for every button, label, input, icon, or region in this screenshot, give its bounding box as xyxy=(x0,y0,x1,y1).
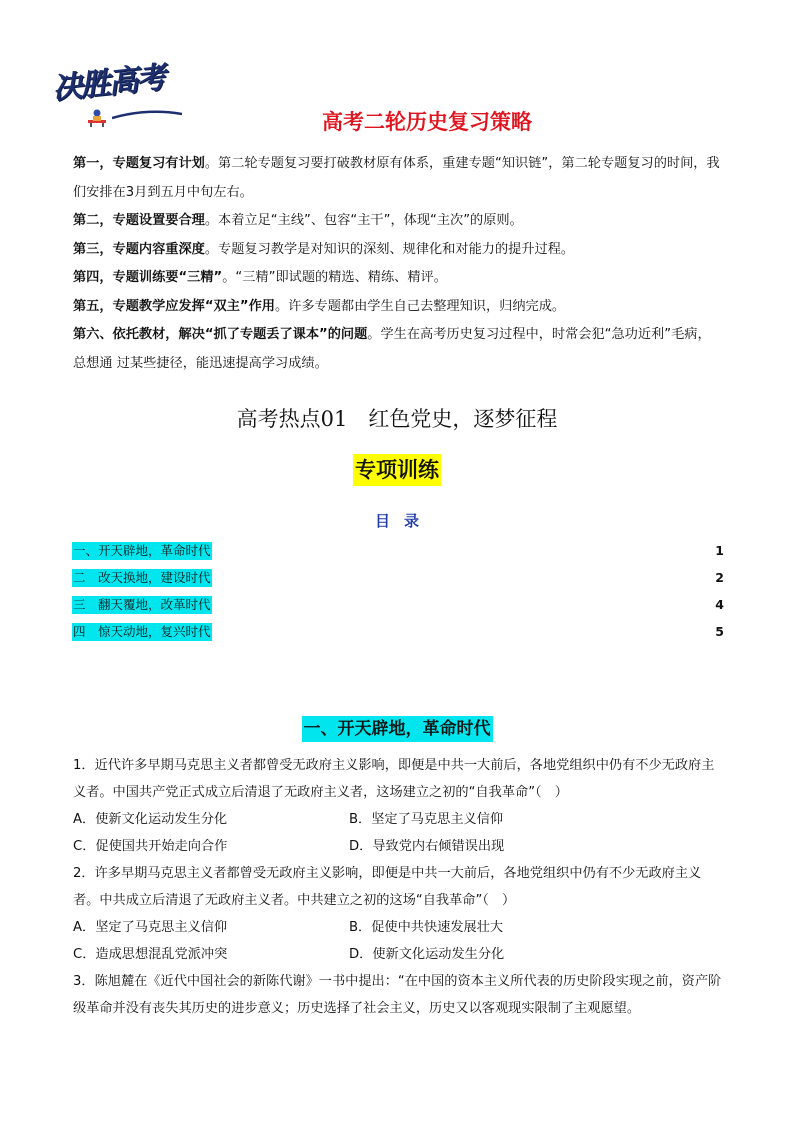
question-options xyxy=(73,806,725,833)
main-title: 高考二轮历史复习策略 xyxy=(322,110,532,134)
intro-item-heading: 第四，专题训练要“三精” xyxy=(73,270,223,285)
intro-item xyxy=(73,236,723,265)
training-label-wrap xyxy=(0,454,794,486)
strategy-intro xyxy=(73,150,723,378)
intro-item xyxy=(73,150,723,207)
question-options xyxy=(73,941,725,968)
option-d[interactable]: D．导致党内右倾错误出现 xyxy=(349,839,505,854)
option-a[interactable]: A．使新文化运动发生分化 xyxy=(73,812,228,827)
option-d[interactable]: D．使新文化运动发生分化 xyxy=(349,947,505,962)
question-options xyxy=(73,833,725,860)
intro-item-heading: 第一，专题复习有计划 xyxy=(73,156,205,171)
question-options xyxy=(73,914,725,941)
training-label: 专项训练 xyxy=(353,454,441,486)
option-a[interactable]: A．坚定了马克思主义信仰 xyxy=(73,920,228,935)
toc-entry-page: 4 xyxy=(715,597,724,612)
intro-item xyxy=(73,293,723,322)
toc-entry[interactable] xyxy=(72,623,724,650)
option-b[interactable]: B．坚定了马克思主义信仰 xyxy=(349,812,504,827)
intro-item-heading: 第五，专题教学应发挥“双主”作用 xyxy=(73,298,275,314)
intro-item-heading: 第六、依托教材，解决“抓了专题丢了课本”的问题 xyxy=(73,327,368,342)
section-heading-wrap xyxy=(0,716,794,742)
toc-entry-label[interactable]: 一、开天辟地，革命时代 xyxy=(73,543,211,558)
intro-item-heading: 第三，专题内容重深度 xyxy=(73,241,205,257)
question-stem: 3．陈旭麓在《近代中国社会的新陈代谢》一书中提出：“在中国的资本主义所代表的历史阶段实现之前，资产阶级革命并没有丧失其历史的进步意义；历史选择了社会主义，历史又以客观现实限制了主观愿望。 xyxy=(73,974,722,1016)
question-stem: 1．近代许多早期马克思主义者都曾受无政府主义影响，即便是中共一大前后，各地党组织中仍有不少无政府主义者。中国共产党正式成立后清退了无政府主义者，这场建立之初的“自我革命”（ ） xyxy=(73,758,715,800)
section-heading: 一、开天辟地，革命时代 xyxy=(302,716,493,742)
toc-title: 目录 xyxy=(374,512,433,530)
toc-entry-label[interactable]: 二 改天换地，建设时代 xyxy=(73,570,211,585)
intro-item-text: 。许多专题都由学生自己去整理知识，归纳完成。 xyxy=(274,298,566,314)
toc-entry[interactable] xyxy=(72,542,724,569)
hot-topic-title: 高考热点01 红色党史，逐梦征程 xyxy=(236,407,558,431)
toc-entry[interactable] xyxy=(72,596,724,623)
intro-item-text: 。学生在高考历史复习过程中，时常会犯“急功近利”毛病，总想通 过某些捷径，能迅速提高学习成绩。 xyxy=(73,327,711,371)
toc-entry-page: 1 xyxy=(715,543,724,558)
toc-entry-page: 2 xyxy=(715,570,724,585)
intro-item-heading: 第二，专题设置要合理 xyxy=(73,213,205,228)
intro-item-text: 。专题复习教学是对知识的深刻、规律化和对能力的提升过程。 xyxy=(204,241,575,257)
option-b[interactable]: B．促使中共快速发展壮大 xyxy=(349,920,504,935)
toc-entry-page: 5 xyxy=(715,624,724,639)
question-list xyxy=(73,752,725,1022)
intro-item-text: 。本着立足“主线”、包容“主干”，体现“主次”的原则。 xyxy=(204,213,523,228)
intro-item xyxy=(73,321,723,378)
question-stem: 2．许多早期马克思主义者都曾受无政府主义影响，即便是中共一大前后，各地党组织中仍有不少无政府主义者。中共成立后清退了无政府主义者。中共建立之初的这场“自我革命”（ ） xyxy=(73,866,702,908)
toc-entry-label[interactable]: 四 惊天动地，复兴时代 xyxy=(73,624,211,639)
toc-entry[interactable] xyxy=(72,569,724,596)
intro-item xyxy=(73,207,723,236)
intro-item xyxy=(73,264,723,293)
intro-item-text: 。“三精”即试题的精选、精练、精评。 xyxy=(222,270,447,285)
table-of-contents xyxy=(72,542,724,650)
toc-entry-label[interactable]: 三 翻天覆地，改革时代 xyxy=(73,597,211,612)
option-c[interactable]: C．造成思想混乱党派冲突 xyxy=(73,947,228,962)
intro-item-text: 。第二轮专题复习要打破教材原有体系，重建专题“知识链”，第二轮专题复习的时间，我们安排在3月到五月中旬左右。 xyxy=(73,156,720,200)
logo-text: 决胜高考 xyxy=(50,60,166,107)
option-c[interactable]: C．促使国共开始走向合作 xyxy=(73,839,228,854)
